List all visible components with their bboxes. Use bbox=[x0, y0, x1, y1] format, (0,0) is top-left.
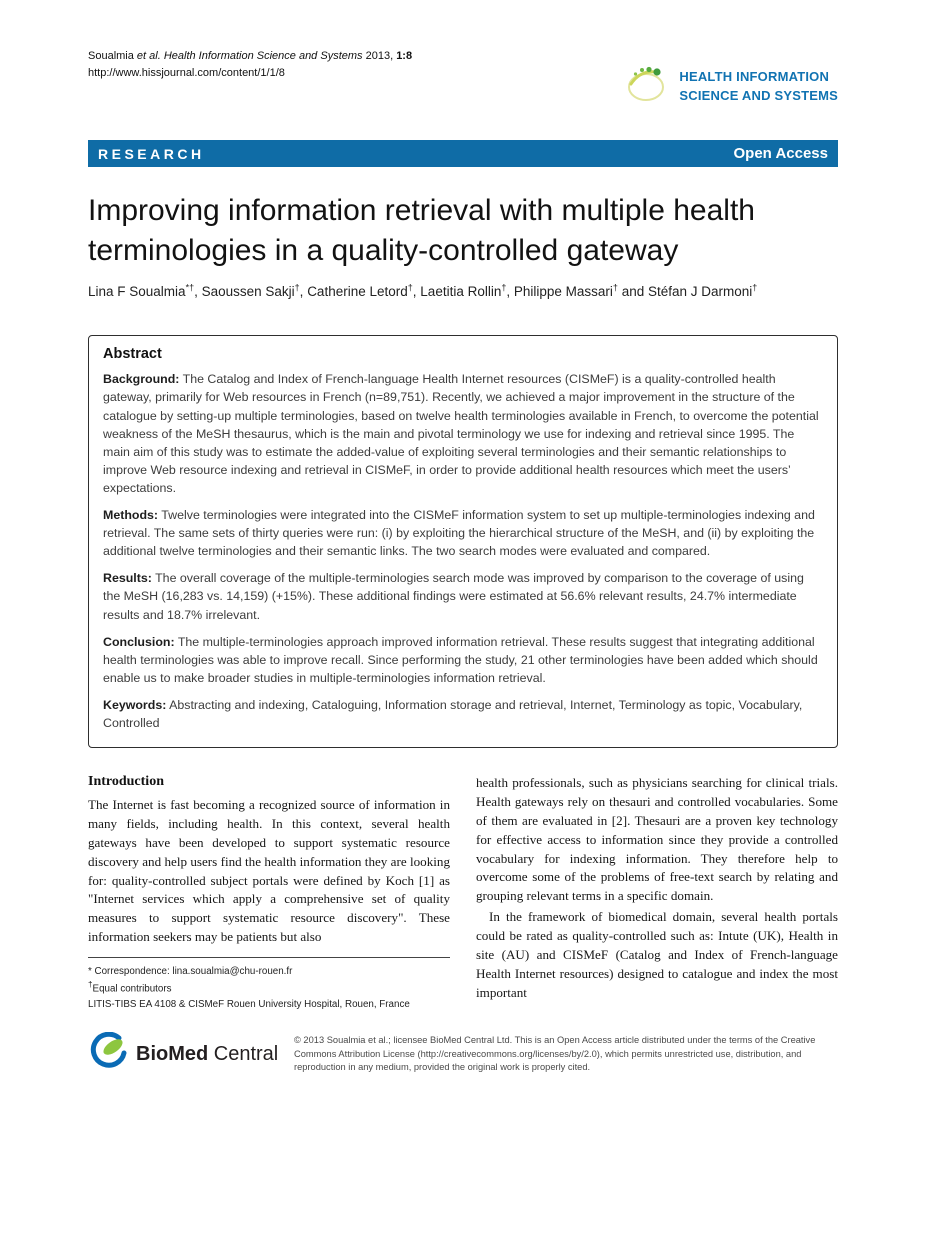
biomed-central-logo bbox=[88, 1032, 278, 1077]
author-separator: , bbox=[412, 284, 421, 300]
author-footnote-symbol: † bbox=[501, 282, 507, 293]
abstract-box bbox=[88, 335, 838, 748]
article-title: Improving information retrieval with multiple health terminologies in a quality-controlled gateway bbox=[88, 194, 755, 267]
citation-block bbox=[88, 48, 412, 81]
abstract-background-label: Background: bbox=[103, 372, 180, 387]
journal-name-line1: HEALTH INFORMATION bbox=[679, 68, 830, 84]
author-separator: , bbox=[194, 284, 202, 300]
journal-logo-icon bbox=[623, 62, 669, 111]
equal-contributors-note bbox=[88, 979, 450, 996]
author-name: Catherine Letord bbox=[307, 284, 408, 300]
correspondence-email-link[interactable]: lina.soualmia@chu-rouen.fr bbox=[172, 966, 293, 977]
abstract-keywords-text: Abstracting and indexing, Cataloguing, Information storage and retrieval, Internet, Terminology as topic, Vocabulary, Controlled bbox=[103, 698, 803, 731]
body-paragraph: health professionals, such as physicians searching for clinical trials. Health gateways rely on thesauri and controlled vocabularies. Some of them are evaluated in [2]. Thesauri are a proven key technology for effective access to information since they provide a controlled vocabulary for indexing information. They therefore help to overcome some of the problems of free-text search by relating and grouping relevant terms in a specific domain. bbox=[476, 775, 838, 904]
abstract-heading: Abstract bbox=[103, 346, 162, 363]
author-footnote-symbol: † bbox=[407, 282, 413, 293]
abstract-conclusion bbox=[103, 633, 823, 687]
biomed-central-wordmark bbox=[136, 1043, 278, 1066]
abstract-background-text: The Catalog and Index of French-language Health Internet resources (CISMeF) is a quality-controlled health gateway, primarily for Web resources in French (n=89,751). Recently, we achieved a major improvement in the structure of the catalogue by setting-up multiple terminologies, based on twelve health terminologies available in French, to overcome the potential weakness of the MeSH thesaurus, which is the main and pivotal terminology we use for indexing and retrieval since 1995. The main aim of this study was to estimate the added-value of exploiting several terminologies and their semantic relationships to improve Web resource indexing and retrieval in CISMeF, in order to provide additional health resources which meet the users’ expectations. bbox=[103, 372, 819, 495]
author-footnote-symbol: † bbox=[294, 282, 300, 293]
abstract-methods-label: Methods: bbox=[103, 508, 159, 523]
author-footnote-symbol: † bbox=[752, 282, 758, 293]
abstract-methods-text: Twelve terminologies were integrated into the CISMeF information system to set up multiple-terminologies indexing and retrieval. The same sets of thirty queries were run: (i) by exploiting the hierarchical structure of the MeSH, and (ii) by exploiting the additional twelve terminologies and their semantic links. The two search modes were evaluated and compared. bbox=[103, 508, 815, 559]
author-separator: , bbox=[506, 284, 514, 300]
author-separator: , bbox=[299, 284, 308, 300]
citation-line bbox=[88, 48, 412, 65]
affiliation-note: LITIS-TIBS EA 4108 & CISMeF Rouen University Hospital, Rouen, France bbox=[88, 998, 410, 1010]
author bbox=[618, 284, 757, 299]
footnotes-block bbox=[88, 957, 450, 1012]
correspondence-note bbox=[88, 964, 450, 979]
author-name: Laetitia Rollin bbox=[420, 284, 502, 300]
journal-name bbox=[679, 68, 838, 106]
open-access-label: Open Access bbox=[733, 145, 828, 162]
abstract-methods bbox=[103, 506, 823, 560]
abstract-background bbox=[103, 370, 823, 497]
abstract-keywords bbox=[103, 696, 823, 732]
abstract-keywords-label: Keywords: bbox=[103, 698, 167, 713]
biomed-wordmark-regular: Central bbox=[208, 1042, 279, 1065]
copyright-notice: © 2013 Soualmia et al.; licensee BioMed Central Ltd. This is an Open Access article distributed under the terms of the Creative Commons Attribution License (http://creativecommons.org/licenses/by/2.0), which permits unrestricted use, distribution, and reproduction in any medium, provided the original work is properly cited. bbox=[294, 1035, 816, 1073]
author bbox=[506, 284, 618, 299]
article-url-link[interactable]: http://www.hissjournal.com/content/1/1/8 bbox=[88, 66, 285, 79]
author bbox=[300, 284, 413, 299]
biomed-central-logo-icon bbox=[88, 1032, 128, 1077]
author-list bbox=[88, 283, 838, 300]
author-footnote-symbol: *† bbox=[185, 282, 195, 293]
citation-journal: et al. Health Information Science and Systems bbox=[136, 50, 366, 62]
equal-contributors-symbol: † bbox=[88, 980, 93, 990]
citation-volume: 1:8 bbox=[396, 50, 413, 62]
citation-author: Soualmia bbox=[88, 50, 137, 62]
abstract-results-label: Results: bbox=[103, 571, 152, 586]
publisher-footer bbox=[88, 1032, 838, 1077]
column-left bbox=[88, 774, 450, 1012]
author-name: Philippe Massari bbox=[513, 284, 613, 300]
intro-paragraph: The Internet is fast becoming a recognized source of information in many fields, including health. In this context, several health gateways have been developed to support systematic resource discovery and help users find the health information they are looking for: quality-controlled subject portals were defined by Koch [1] as "Internet services which apply a comprehensive set of quality measures to support systematic resource discovery". These information seekers may be patients but also bbox=[88, 797, 450, 945]
article-type-label: RESEARCH bbox=[98, 145, 205, 162]
article-header bbox=[88, 48, 838, 140]
body-paragraph: In the framework of biomedical domain, several health portals could be rated as quality-controlled such as: Intute (UK), Health in site (AU) and CISMeF (Catalog and Index of French-language Health Internet resources) designed to catalogue and index the most important bbox=[476, 909, 838, 1000]
abstract-conclusion-label: Conclusion: bbox=[103, 634, 175, 649]
author-separator: and bbox=[617, 284, 648, 300]
biomed-wordmark-bold: BioMed bbox=[136, 1042, 209, 1065]
author bbox=[194, 284, 300, 299]
author-name: Stéfan J Darmoni bbox=[647, 284, 753, 300]
section-heading-introduction: Introduction bbox=[88, 774, 164, 790]
journal-name-line2: SCIENCE AND SYSTEMS bbox=[679, 87, 838, 103]
author bbox=[88, 284, 194, 299]
abstract-conclusion-text: The multiple-terminologies approach improved information retrieval. These results suggest that integrating additional health terminologies was able to improve recall. Since performing the study, 21 other terminologies have been added which should enable us to make broader studies in multiple-terminologies information retrieval. bbox=[103, 634, 818, 685]
journal-brand bbox=[623, 62, 838, 111]
article-type-banner bbox=[88, 140, 838, 167]
author bbox=[413, 284, 507, 299]
author-footnote-symbol: † bbox=[612, 282, 618, 293]
citation-year: 2013, bbox=[365, 50, 397, 62]
abstract-results bbox=[103, 569, 823, 623]
author-name: Saoussen Sakji bbox=[201, 284, 295, 300]
page-content bbox=[88, 0, 838, 1077]
author-name: Lina F Soualmia bbox=[88, 284, 186, 300]
column-right bbox=[476, 774, 838, 1012]
article-body bbox=[88, 774, 838, 1012]
correspondence-label: * Correspondence: bbox=[88, 966, 173, 977]
abstract-results-text: The overall coverage of the multiple-terminologies search mode was improved by comparison to the coverage of using the MeSH (16,283 vs. 14,159) (+15%). These additional findings were estimated at 56.6% relevant results, 24.7% intermediate results and 18.7% irrelevant. bbox=[103, 571, 804, 622]
equal-contributors-text: Equal contributors bbox=[92, 983, 172, 995]
